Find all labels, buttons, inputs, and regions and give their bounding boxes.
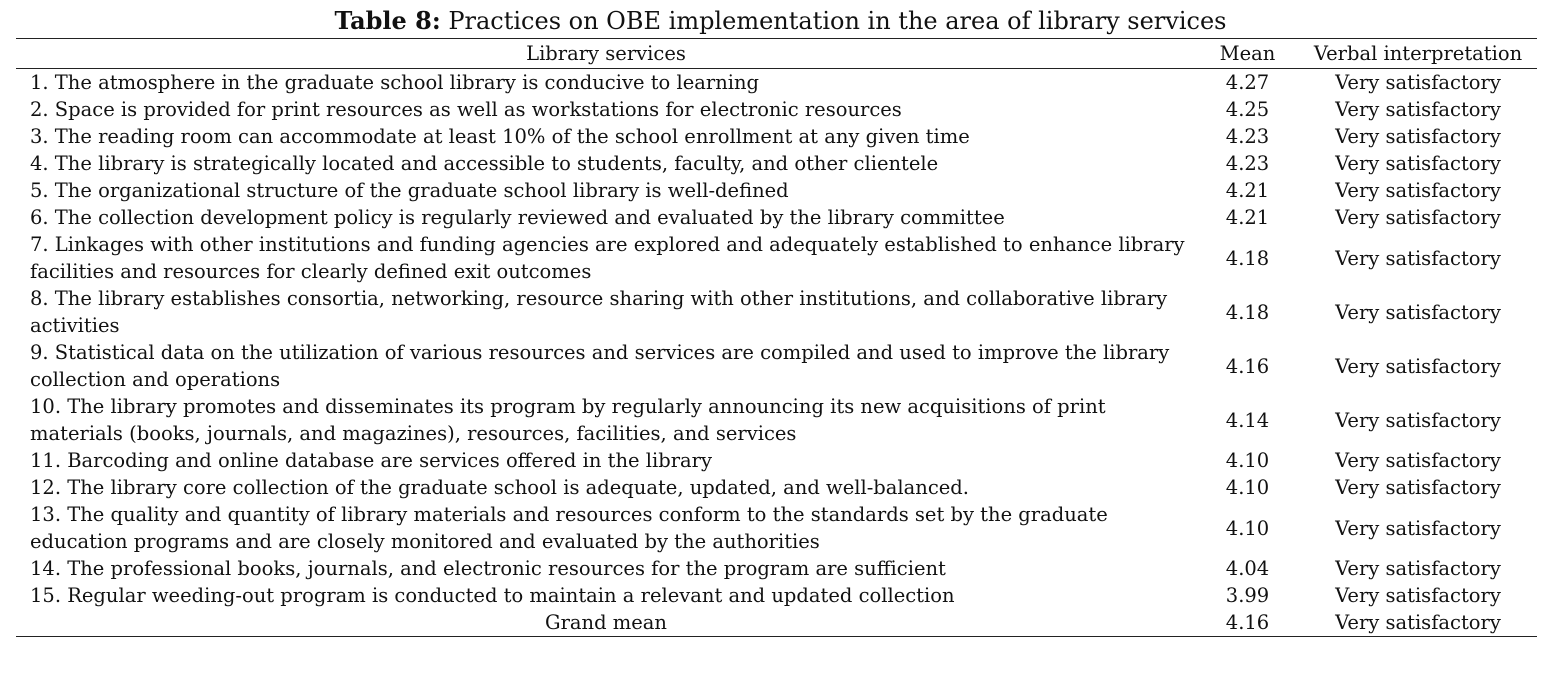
row-mean: 4.10 <box>1225 516 1270 540</box>
header-mean: Mean <box>1219 42 1276 65</box>
row-verbal: Very satisfactory <box>1335 476 1501 499</box>
row-mean: 4.16 <box>1225 354 1270 378</box>
row-verbal: Very satisfactory <box>1335 71 1501 94</box>
row-item: 12. The library core collection of the graduate school is adequate, updated, and well-balanced. <box>30 476 969 499</box>
row-verbal: Very satisfactory <box>1335 246 1501 270</box>
table-row <box>16 339 1537 393</box>
table-container <box>16 38 1537 637</box>
table-row <box>16 204 1537 231</box>
row-verbal: Very satisfactory <box>1335 125 1501 148</box>
row-verbal: Very satisfactory <box>1335 516 1501 540</box>
row-mean: 3.99 <box>1225 584 1270 607</box>
row-verbal: Very satisfactory <box>1335 408 1501 432</box>
header-library-services: Library services <box>526 42 686 65</box>
row-verbal: Very satisfactory <box>1335 449 1501 472</box>
row-mean: 4.25 <box>1225 98 1270 121</box>
row-mean: 4.18 <box>1225 300 1270 324</box>
header-verbal-interpretation: Verbal interpretation <box>1313 42 1523 65</box>
table-row <box>16 393 1537 447</box>
grand-mean-label: Grand mean <box>545 611 667 634</box>
row-verbal: Very satisfactory <box>1335 206 1501 229</box>
row-item: 14. The professional books, journals, and electronic resources for the program are sufficient <box>30 557 946 580</box>
row-item: 2. Space is provided for print resources as well as workstations for electronic resources <box>30 98 902 121</box>
row-mean: 4.21 <box>1225 179 1270 202</box>
row-mean: 4.04 <box>1225 557 1270 580</box>
table-row <box>16 96 1537 123</box>
row-verbal: Very satisfactory <box>1335 98 1501 121</box>
row-item: 11. Barcoding and online database are services offered in the library <box>30 449 712 472</box>
row-mean: 4.21 <box>1225 206 1270 229</box>
row-item: 13. The quality and quantity of library materials and resources conform to the standards set by the graduate education programs and are closely monitored and evaluated by the authorities <box>30 503 1108 553</box>
row-item: 8. The library establishes consortia, networking, resource sharing with other institutions, and collaborative library activities <box>30 287 1168 337</box>
table-header-row <box>16 39 1537 69</box>
table-row <box>16 474 1537 501</box>
table-row <box>16 447 1537 474</box>
table-row <box>16 177 1537 204</box>
grand-mean-row <box>16 609 1537 637</box>
row-verbal: Very satisfactory <box>1335 557 1501 580</box>
row-item: 1. The atmosphere in the graduate school library is conducive to learning <box>30 71 760 94</box>
row-mean: 4.23 <box>1225 152 1270 175</box>
grand-mean-verbal: Very satisfactory <box>1335 611 1501 634</box>
row-item: 9. Statistical data on the utilization of various resources and services are compiled and used to improve the library collection and operations <box>30 341 1170 391</box>
table-caption <box>0 4 1561 38</box>
row-item: 5. The organizational structure of the graduate school library is well-defined <box>30 179 789 202</box>
grand-mean-value: 4.16 <box>1225 611 1270 634</box>
row-mean: 4.14 <box>1225 408 1270 432</box>
table-row <box>16 150 1537 177</box>
table-row <box>16 555 1537 582</box>
row-item: 10. The library promotes and disseminates its program by regularly announcing its new acquisitions of print materials (books, journals, and magazines), resources, facilities, and services <box>30 395 1106 445</box>
row-verbal: Very satisfactory <box>1335 179 1501 202</box>
table-row <box>16 123 1537 150</box>
table-row <box>16 69 1537 97</box>
row-mean: 4.27 <box>1225 71 1270 94</box>
row-item: 7. Linkages with other institutions and funding agencies are explored and adequately established to enhance library facilities and resources for clearly defined exit outcomes <box>30 233 1185 283</box>
table-label: Table 8: <box>334 6 441 35</box>
table-row <box>16 285 1537 339</box>
row-item: 3. The reading room can accommodate at least 10% of the school enrollment at any given time <box>30 125 970 148</box>
library-services-table <box>16 38 1537 637</box>
row-verbal: Very satisfactory <box>1335 300 1501 324</box>
row-verbal: Very satisfactory <box>1335 152 1501 175</box>
table-row <box>16 501 1537 555</box>
row-mean: 4.18 <box>1225 246 1270 270</box>
row-item: 15. Regular weeding-out program is conducted to maintain a relevant and updated collection <box>30 584 955 607</box>
table-row <box>16 582 1537 609</box>
row-item: 4. The library is strategically located and accessible to students, faculty, and other clientele <box>30 152 939 175</box>
row-verbal: Very satisfactory <box>1335 584 1501 607</box>
row-mean: 4.10 <box>1225 449 1270 472</box>
row-item: 6. The collection development policy is regularly reviewed and evaluated by the library committee <box>30 206 1005 229</box>
table-row <box>16 231 1537 285</box>
table-title: Practices on OBE implementation in the area of library services <box>448 7 1227 35</box>
row-verbal: Very satisfactory <box>1335 354 1501 378</box>
row-mean: 4.10 <box>1225 476 1270 499</box>
row-mean: 4.23 <box>1225 125 1270 148</box>
